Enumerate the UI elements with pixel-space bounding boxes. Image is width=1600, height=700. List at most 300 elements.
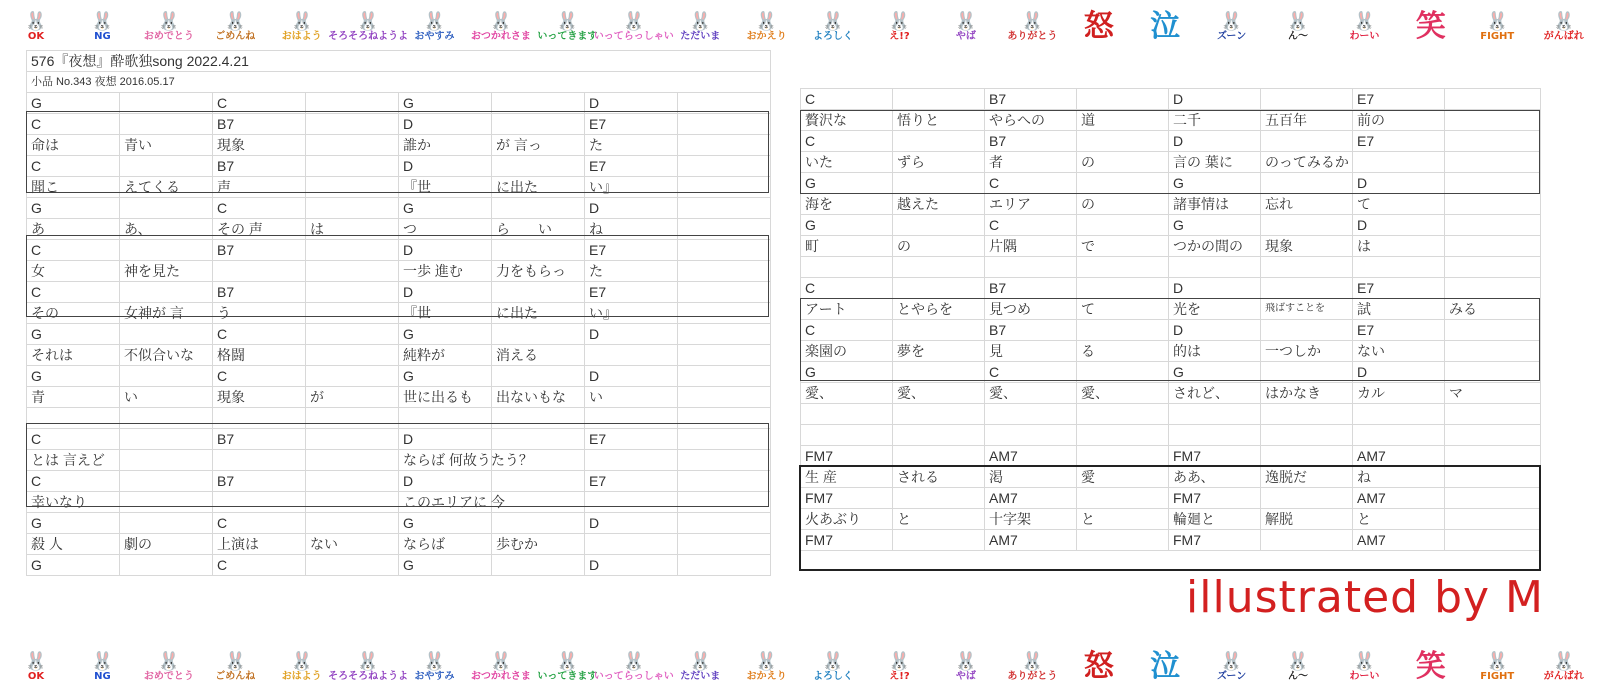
- rabbit-tired-icon: [471, 7, 531, 47]
- bunny-icon: 🐰: [489, 10, 513, 32]
- sheet-cell: [1077, 131, 1169, 152]
- sheet-cell: [893, 446, 985, 467]
- sheet-cell: 殺 人: [27, 534, 120, 555]
- sheet-row: [801, 362, 1541, 383]
- sheet-cell: ああ、: [1169, 467, 1261, 488]
- bunny-icon: 🐰: [689, 650, 712, 672]
- sheet-row: [801, 320, 1541, 341]
- sheet-cell: D: [399, 156, 492, 177]
- sheet-cell: [1445, 215, 1541, 236]
- sticker-label: わーい: [1349, 670, 1380, 682]
- sheet-cell: 誰か: [399, 135, 492, 156]
- sheet-cell: [213, 408, 306, 429]
- sheet-cell: [120, 450, 213, 471]
- sheet-cell: [1353, 152, 1445, 173]
- sheet-cell: E7: [1353, 131, 1445, 152]
- sheet-row: [801, 446, 1541, 467]
- sheet-cell: 愛、: [1077, 383, 1169, 404]
- sheet-cell: ね: [585, 219, 678, 240]
- sheet-cell: E7: [1353, 320, 1445, 341]
- sticker-label: よろしく: [813, 670, 854, 682]
- bunny-icon: 🐰: [1486, 650, 1509, 672]
- sheet-cell: AM7: [985, 530, 1077, 551]
- sheet-cell: [492, 555, 585, 576]
- sheet-row: [801, 215, 1541, 236]
- rabbit-laugh-icon: [1409, 647, 1453, 687]
- sheet-cell: 片隅: [985, 236, 1077, 257]
- sheet-cell: みる: [1445, 299, 1541, 320]
- sheet-cell: G: [399, 198, 492, 219]
- sheet-cell: FM7: [801, 530, 893, 551]
- rabbit-leaving-icon: [537, 7, 598, 47]
- sheet-row: [801, 488, 1541, 509]
- sheet-cell: [678, 219, 771, 240]
- sheet-cell: 言の 葉に: [1169, 152, 1261, 173]
- sheet-cell: AM7: [1353, 530, 1445, 551]
- sheet-row: [27, 555, 771, 576]
- sheet-cell: [492, 408, 585, 429]
- sheet-cell: [893, 257, 985, 278]
- sheet-cell: [1077, 488, 1169, 509]
- sheet-cell: [492, 93, 585, 114]
- sheet-cell: [1445, 278, 1541, 299]
- rabbit-welcome-icon: [745, 7, 789, 47]
- sheet-cell: い』: [585, 177, 678, 198]
- sheet-cell: ね: [1353, 467, 1445, 488]
- bunny-icon: 🐰: [1021, 10, 1044, 32]
- sheet-cell: E7: [585, 282, 678, 303]
- sticker-label: おかえり: [746, 670, 787, 682]
- sheet-cell: 現象: [213, 135, 306, 156]
- sheet-cell: の: [1077, 152, 1169, 173]
- sheet-cell: [678, 387, 771, 408]
- sheet-cell: は: [306, 219, 399, 240]
- bunny-icon: 🐰: [489, 650, 513, 672]
- sheet-cell: [306, 93, 399, 114]
- sheet-cell: 町: [801, 236, 893, 257]
- rabbit-bye-icon: [593, 647, 674, 687]
- sheet-cell: 純粋が: [399, 345, 492, 366]
- sheet-cell: [893, 362, 985, 383]
- sheet-cell: て: [1353, 194, 1445, 215]
- bunny-icon: 🐰: [1021, 650, 1044, 672]
- sheet-cell: た: [585, 135, 678, 156]
- sheet-cell: [1261, 320, 1353, 341]
- sheet-cell: つかの間の: [1169, 236, 1261, 257]
- sheet-cell: C: [27, 471, 120, 492]
- sheet-cell: C: [213, 366, 306, 387]
- sheet-cell: C: [27, 282, 120, 303]
- sheet-cell: 的は: [1169, 341, 1261, 362]
- bunny-icon: 🐰: [888, 650, 911, 672]
- sheet-cell: その: [27, 303, 120, 324]
- sheet-cell: B7: [213, 240, 306, 261]
- sheet-cell: [120, 156, 213, 177]
- sheet-cell: [1445, 467, 1541, 488]
- sheet-cell: G: [1169, 362, 1261, 383]
- sheet-cell: と: [1353, 509, 1445, 530]
- sheet-cell: D: [399, 114, 492, 135]
- sheet-cell: [306, 261, 399, 282]
- sheet-cell: [893, 404, 985, 425]
- sheet-cell: 生 産: [801, 467, 893, 488]
- sheet-cell: C: [801, 89, 893, 110]
- sheet-cell: [1261, 89, 1353, 110]
- sheet-row: [27, 492, 771, 513]
- sheet-cell: て: [1077, 299, 1169, 320]
- sheet-cell: [893, 215, 985, 236]
- sheet-cell: [120, 513, 213, 534]
- sheet-cell: 悟りと: [893, 110, 985, 131]
- sheet-cell: [306, 324, 399, 345]
- sheet-cell: [585, 492, 678, 513]
- rabbit-yay-icon: [1342, 647, 1386, 687]
- sticker-label: FIGHT: [1480, 670, 1515, 682]
- sticker-label: そろそろねようよ: [328, 30, 409, 42]
- sheet-cell: [893, 131, 985, 152]
- rabbit-cry-icon: [1143, 647, 1187, 687]
- sheet-cell: [306, 345, 399, 366]
- sheet-cell: [492, 240, 585, 261]
- sticker-label: え!?: [889, 30, 910, 42]
- sticker-label: ズーン: [1216, 30, 1247, 42]
- sticker-label: いってらっしゃい: [593, 670, 674, 682]
- sticker-label: ありがとう: [1007, 670, 1058, 682]
- sheet-cell: [1261, 362, 1353, 383]
- rabbit-yikes-icon: [944, 647, 988, 687]
- sheet-cell: E7: [585, 240, 678, 261]
- sheet-cell: [120, 198, 213, 219]
- sticker-label: NG: [94, 670, 111, 682]
- sheet-cell: D: [1169, 278, 1261, 299]
- sheet-cell: D: [585, 555, 678, 576]
- sheet-cell: [306, 492, 399, 513]
- rabbit-congrats-icon: [143, 7, 194, 47]
- sheet-row: [801, 299, 1541, 320]
- sheet-cell: D: [585, 198, 678, 219]
- sheet-cell: G: [27, 198, 120, 219]
- sheet-cell: あ: [27, 219, 120, 240]
- sheet-row: [801, 89, 1541, 110]
- sticker-label: 泣: [1150, 649, 1181, 684]
- bunny-icon: 🐰: [423, 10, 446, 32]
- sheet-row: [801, 110, 1541, 131]
- sheet-cell: 女: [27, 261, 120, 282]
- sheet-cell: D: [1169, 320, 1261, 341]
- sheet-cell: い』: [585, 303, 678, 324]
- sheet-cell: G: [399, 93, 492, 114]
- sheet-cell: 見つめ: [985, 299, 1077, 320]
- sheet-cell: [306, 303, 399, 324]
- sheet-cell: はかなき: [1261, 383, 1353, 404]
- sheet-row: [27, 534, 771, 555]
- rabbit-ok-icon: [14, 647, 58, 687]
- sheet-cell: 道: [1077, 110, 1169, 131]
- sticker-label: ごめんね: [215, 670, 256, 682]
- sheet-cell: E7: [585, 429, 678, 450]
- sheet-cell: D: [585, 324, 678, 345]
- sheet-cell: [678, 513, 771, 534]
- rabbit-cheer-icon: [1542, 647, 1586, 687]
- rabbit-home-icon: [678, 7, 722, 47]
- sheet-cell: 出ないもな: [492, 387, 585, 408]
- sheet-cell: 歩むか: [492, 534, 585, 555]
- sticker-label: いってきます: [537, 30, 598, 42]
- sheet-cell: [1261, 173, 1353, 194]
- sheet-cell: [1445, 446, 1541, 467]
- sheet-cell: G: [399, 366, 492, 387]
- sheet-cell: 渇: [985, 467, 1077, 488]
- sheet-cell: [306, 282, 399, 303]
- bunny-icon: 🐰: [1220, 10, 1243, 32]
- sheet-cell: [306, 408, 399, 429]
- sheet-cell: [678, 534, 771, 555]
- sticker-label: そろそろねようよ: [328, 670, 409, 682]
- sheet-cell: [120, 324, 213, 345]
- sheet-cell: G: [27, 324, 120, 345]
- sticker-label: 怒: [1083, 9, 1114, 44]
- sheet-cell: E7: [585, 114, 678, 135]
- sticker-label: おめでとう: [143, 30, 194, 42]
- bunny-icon: 🐰: [755, 650, 778, 672]
- bunny-icon: 🐰: [1286, 10, 1310, 32]
- sheet-cell: [678, 408, 771, 429]
- sheet-cell: た: [585, 261, 678, 282]
- sticker-label: え!?: [889, 670, 910, 682]
- sheet-cell: [1445, 362, 1541, 383]
- rabbit-ng-icon: [80, 647, 124, 687]
- sheet-cell: G: [399, 555, 492, 576]
- sheet-cell: [1077, 530, 1169, 551]
- rabbit-welcome-icon: [745, 647, 789, 687]
- sheet-cell: [1445, 488, 1541, 509]
- sheet-cell: [1445, 320, 1541, 341]
- sticker-label: わーい: [1349, 30, 1380, 42]
- rabbit-yikes-icon: [944, 7, 988, 47]
- sheet-cell: AM7: [985, 488, 1077, 509]
- sheet-cell: に出た: [492, 303, 585, 324]
- sheet-cell: E7: [585, 156, 678, 177]
- rabbit-ok-icon: [14, 7, 58, 47]
- sheet-cell: [1077, 362, 1169, 383]
- sheet-cell: される: [893, 467, 985, 488]
- sheet-row: [27, 345, 771, 366]
- sheet-cell: 試: [1353, 299, 1445, 320]
- sheet-row: [801, 341, 1541, 362]
- sheet-cell: [1261, 131, 1353, 152]
- bunny-icon: 🐰: [1353, 650, 1376, 672]
- sheet-cell: [306, 513, 399, 534]
- sheet-cell: 女神が 言: [120, 303, 213, 324]
- bunny-icon: 🐰: [954, 10, 978, 32]
- sheet-cell: C: [27, 240, 120, 261]
- sheet-cell: [213, 450, 306, 471]
- sheet-cell: [1445, 110, 1541, 131]
- sheet-cell: エリア: [985, 194, 1077, 215]
- rabbit-congrats-icon: [143, 647, 194, 687]
- sheet-row: [27, 198, 771, 219]
- sticker-label: OK: [27, 30, 45, 42]
- sheet-cell: 一つしか: [1261, 341, 1353, 362]
- sheet-cell: 聞こ: [27, 177, 120, 198]
- sheet-cell: [893, 425, 985, 446]
- rabbit-goodnight-icon: [413, 7, 457, 47]
- sheet-cell: [1077, 173, 1169, 194]
- sticker-label: よろしく: [813, 30, 854, 42]
- sheet-cell: E7: [1353, 89, 1445, 110]
- sheet-cell: C: [213, 198, 306, 219]
- sheet-cell: [306, 240, 399, 261]
- sheet-cell: 格闘: [213, 345, 306, 366]
- sheet-cell: D: [1353, 173, 1445, 194]
- sheet-cell: アート: [801, 299, 893, 320]
- rabbit-angry-icon: [1077, 647, 1121, 687]
- sheet-cell: 消える: [492, 345, 585, 366]
- sheet-cell: G: [399, 324, 492, 345]
- sheet-cell: 火あぶり: [801, 509, 893, 530]
- sheet-cell: C: [213, 555, 306, 576]
- sheet-cell: [1077, 446, 1169, 467]
- bunny-icon: 🐰: [157, 650, 181, 672]
- sticker-label: 笑: [1415, 9, 1446, 44]
- sheet-cell: 愛、: [985, 383, 1077, 404]
- sheet-cell: [801, 257, 893, 278]
- rabbit-bye-icon: [593, 7, 674, 47]
- sheet-cell: [120, 240, 213, 261]
- sheet-cell: G: [27, 93, 120, 114]
- sheet-cell: [678, 429, 771, 450]
- sheet-cell: [678, 303, 771, 324]
- sticker-label: おやすみ: [414, 30, 455, 42]
- sticker-label: ん〜: [1288, 30, 1309, 42]
- sheet-cell: が 言っ: [492, 135, 585, 156]
- sheet-cell: D: [1353, 362, 1445, 383]
- sheet-cell: AM7: [985, 446, 1077, 467]
- sheet-cell: [492, 324, 585, 345]
- sheet-cell: C: [801, 131, 893, 152]
- sheet-cell: [306, 177, 399, 198]
- sheet-cell: C: [213, 324, 306, 345]
- sheet-cell: 海を: [801, 194, 893, 215]
- bunny-icon: 🐰: [954, 650, 978, 672]
- bunny-icon: 🐰: [755, 10, 778, 32]
- sheet-cell: に出た: [492, 177, 585, 198]
- sheet-cell: [678, 471, 771, 492]
- sheet-cell: [1445, 341, 1541, 362]
- sheet-cell: とやらを: [893, 299, 985, 320]
- sheet-cell: [801, 425, 893, 446]
- sheet-row: [801, 467, 1541, 488]
- bunny-icon: 🐰: [1353, 10, 1376, 32]
- rabbit-gloom-icon: [1210, 7, 1254, 47]
- rabbit-sorry-icon: [213, 7, 257, 47]
- sheet-cell: AM7: [1353, 446, 1445, 467]
- sheet-cell: [1261, 215, 1353, 236]
- sheet-cell: い: [585, 387, 678, 408]
- sheet-cell: とは 言えど: [27, 450, 120, 471]
- rabbit-hmm-icon: [1276, 647, 1320, 687]
- sheet-cell: [1077, 404, 1169, 425]
- rabbit-surprise-icon: [877, 647, 921, 687]
- sticker-label: OK: [27, 670, 45, 682]
- sheet-cell: B7: [985, 320, 1077, 341]
- sheet-cell: 輪廻と: [1169, 509, 1261, 530]
- sheet-cell: [678, 177, 771, 198]
- sheet-cell: [893, 173, 985, 194]
- sheet-cell: る: [1077, 341, 1169, 362]
- sheet-cell: 神を見た: [120, 261, 213, 282]
- sheet-cell: G: [1169, 173, 1261, 194]
- sticker-label: NG: [94, 30, 111, 42]
- sheet-cell: [1169, 425, 1261, 446]
- bunny-icon: 🐰: [1552, 650, 1575, 672]
- sticker-label: おつかれさま: [471, 670, 531, 682]
- bottom-sticker-strip: [0, 642, 1600, 692]
- sheet-cell: ら い: [492, 219, 585, 240]
- sheet-cell: [678, 492, 771, 513]
- sheet-cell: C: [801, 320, 893, 341]
- sheet-cell: [1445, 257, 1541, 278]
- sheet-cell: [1261, 404, 1353, 425]
- sheet-cell: [492, 471, 585, 492]
- rabbit-gloom-icon: [1210, 647, 1254, 687]
- sheet-row: [801, 257, 1541, 278]
- sheet-cell: 二千: [1169, 110, 1261, 131]
- sheet-cell: 愛、: [801, 383, 893, 404]
- rabbit-fight-icon: [1475, 647, 1519, 687]
- top-sticker-strip: [0, 2, 1600, 52]
- sheet-cell: 忘れ: [1261, 194, 1353, 215]
- sheet-cell: [1261, 278, 1353, 299]
- sheet-cell: [893, 530, 985, 551]
- sheet-cell: 力をもらっ: [492, 261, 585, 282]
- sheet-cell: G: [801, 362, 893, 383]
- sheet-cell: 愛: [1077, 467, 1169, 488]
- sheet-cell: G: [1169, 215, 1261, 236]
- sheet-cell: B7: [985, 89, 1077, 110]
- sheet-cell: [1445, 173, 1541, 194]
- sheet-cell: ならば: [399, 534, 492, 555]
- sheet-cell: C: [985, 362, 1077, 383]
- sheet-cell: カル: [1353, 383, 1445, 404]
- sheet-row: [27, 156, 771, 177]
- sheet-cell: [1077, 278, 1169, 299]
- sheet-cell: は: [1353, 236, 1445, 257]
- sheet-cell: [678, 450, 771, 471]
- bunny-icon: 🐰: [91, 10, 114, 32]
- sheet-cell: ならば 何故うたう？: [399, 450, 492, 471]
- sheet-row: [27, 387, 771, 408]
- sticker-label: 泣: [1150, 9, 1181, 44]
- sheet-row: [27, 219, 771, 240]
- sticker-label: おつかれさま: [471, 30, 531, 42]
- sheet-cell: B7: [213, 114, 306, 135]
- rabbit-cheer-icon: [1542, 7, 1586, 47]
- sheet-cell: [1353, 404, 1445, 425]
- sheet-row: [801, 383, 1541, 404]
- sheet-cell: D: [399, 282, 492, 303]
- bunny-icon: 🐰: [356, 650, 380, 672]
- sticker-label: ん〜: [1288, 670, 1309, 682]
- sheet-cell: 劇の: [120, 534, 213, 555]
- sheet-cell: [399, 408, 492, 429]
- sheet-cell: されど、: [1169, 383, 1261, 404]
- sticker-label: がんばれ: [1543, 30, 1584, 42]
- sheet-cell: [120, 471, 213, 492]
- sheet-title: 576『夜想』酔歌独song 2022.4.21: [27, 51, 771, 72]
- sheet-cell: [985, 404, 1077, 425]
- sheet-cell: [585, 534, 678, 555]
